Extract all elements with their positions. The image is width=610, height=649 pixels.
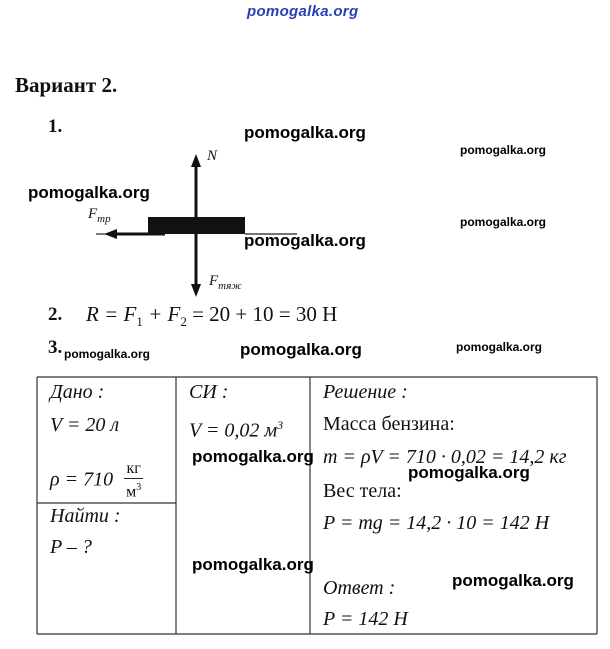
watermark: pomogalka.org [452,571,574,590]
find-title: Найти : [50,505,121,527]
find-value: P – ? [50,536,92,558]
gravity-force-label: $F_{тяж}$ [209,273,242,292]
solution-title: Решение : [323,381,408,403]
answer-title: Ответ : [323,577,396,599]
mass-equation: m = ρV = 710 · 0,02 = 14,2 кг [323,446,567,468]
mass-label: Масса бензина: [323,413,455,435]
variant-heading: Вариант 2. [15,73,118,97]
watermark: pomogalka.org [244,123,366,142]
normal-force-arrowhead [191,154,201,167]
task2-number: 2. [48,304,63,325]
task3-number: 3. [48,337,63,358]
normal-force-label: N [207,148,218,164]
density-unit: $\frac{кг}{м^3}$ [126,460,142,501]
given-title: Дано : [50,381,105,403]
watermark-top: pomogalka.org [247,3,359,20]
watermark: pomogalka.org [240,340,362,359]
watermark: pomogalka.org [28,183,150,202]
answer-value: P = 142 Н [323,608,408,630]
friction-force-label: $F_{тр}$ [88,206,111,225]
task2-equation: $R = F_1 + F_2 = 20 + 10 = 30$ Н [86,302,338,330]
given-volume: V = 20 л [50,414,120,436]
si-volume: V = 0,02 $м^3$ [189,418,284,442]
watermark: pomogalka.org [460,215,547,229]
si-title: СИ : [189,381,229,403]
watermark: pomogalka.org [408,463,530,482]
watermark: pomogalka.org [64,347,151,361]
task3-table-grid [37,377,597,634]
watermark: pomogalka.org [456,340,543,354]
weight-label: Вес тела: [323,480,402,502]
watermark: pomogalka.org [460,143,547,157]
task1-number: 1. [48,116,63,137]
watermark: pomogalka.org [244,231,366,250]
watermark: pomogalka.org [192,447,314,466]
given-density: ρ = 710 $\frac{кг}{м^3}$ [50,460,142,501]
watermark: pomogalka.org [192,555,314,574]
weight-equation: P = mg = 14,2 · 10 = 142 Н [323,512,550,534]
gravity-force-arrowhead [191,284,201,297]
